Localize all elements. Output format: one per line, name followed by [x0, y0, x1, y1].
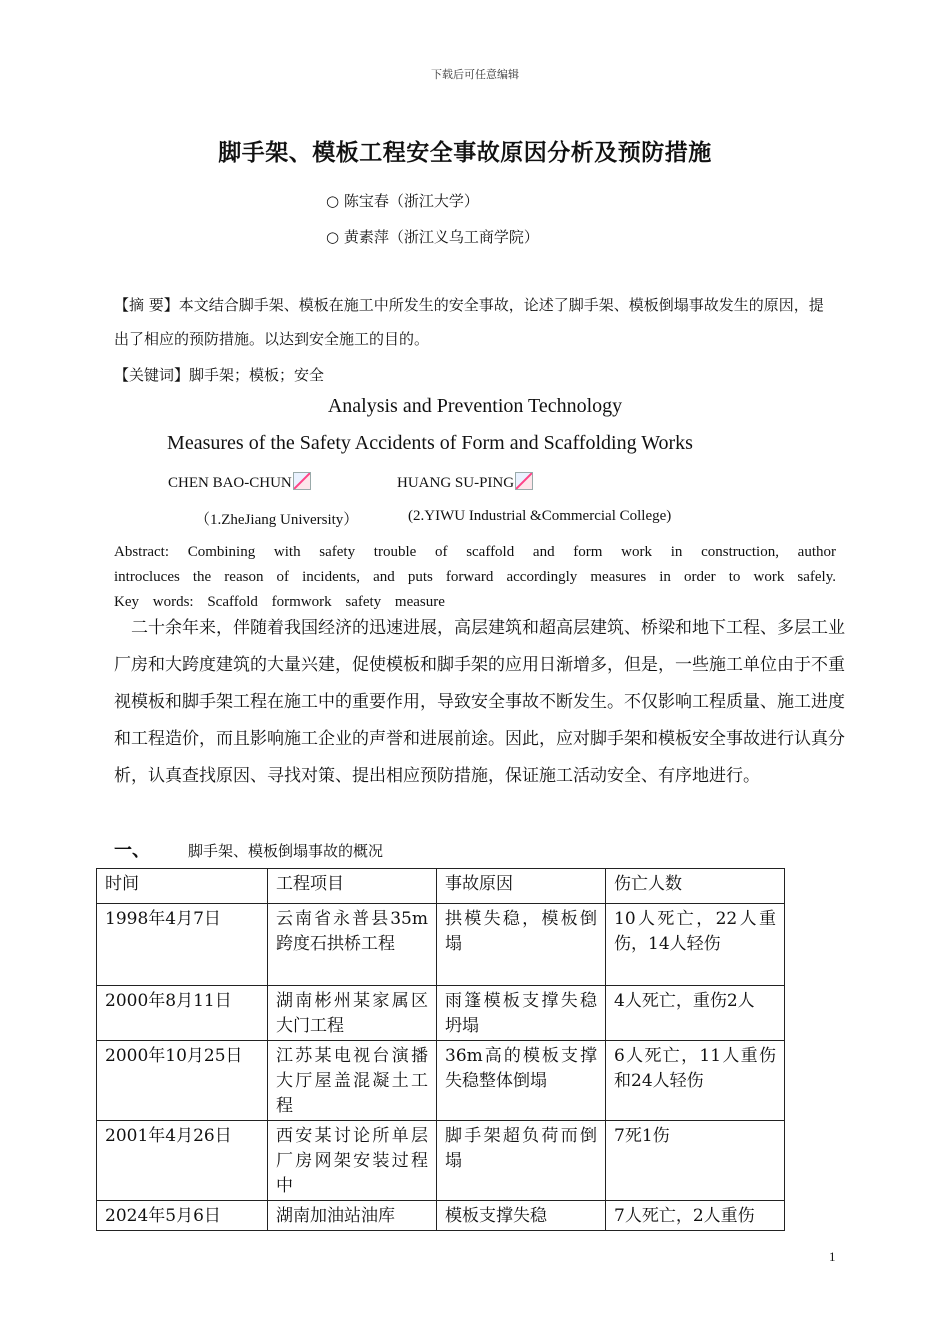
english-author-2 — [397, 472, 533, 492]
author-line-1: ○ 陈宝春（浙江大学） — [326, 192, 479, 210]
section-heading — [114, 836, 383, 862]
table-cell: 36m高的模板支撑失稳整体倒塌 — [437, 1041, 606, 1121]
intro-paragraph — [114, 610, 850, 795]
table-row — [97, 1121, 785, 1201]
table-cell: 湖南加油站油库 — [268, 1201, 437, 1231]
table-cell: 2001年4月26日 — [97, 1121, 268, 1201]
table-row — [97, 1041, 785, 1121]
table-cell: 云南省永普县35m跨度石拱桥工程 — [268, 904, 437, 986]
broken-image-icon — [293, 472, 311, 490]
section-title: 脚手架、模板倒塌事故的概况 — [188, 842, 384, 860]
table-cell: 江苏某电视台演播大厅屋盖混凝土工程 — [268, 1041, 437, 1121]
english-affiliation-2: (2.YIWU Industrial &Commercial College) — [408, 508, 672, 524]
keywords-zh: 【关键词】脚手架；模板；安全 — [114, 366, 325, 384]
table-cell: 6人死亡，11人重伤和24人轻伤 — [606, 1041, 785, 1121]
author-line-2: ○ 黄素萍（浙江义乌工商学院） — [326, 228, 539, 246]
english-abstract-line-2: introcluces the reason of incidents, and puts forward accordingly measures in order to work safely. — [114, 569, 836, 585]
table-cell: 1998年4月7日 — [97, 904, 268, 986]
english-author-2-name: HUANG SU-PING — [397, 475, 515, 491]
english-author-1 — [168, 472, 311, 492]
english-title-line-2: Measures of the Safety Accidents of Form and Scaffolding Works — [167, 432, 693, 454]
table-header-cell: 时间 — [97, 869, 268, 904]
table-header-cell: 事故原因 — [437, 869, 606, 904]
table-cell: 拱模失稳，模板倒塌 — [437, 904, 606, 986]
abstract-zh: 【摘 要】本文结合脚手架、模板在施工中所发生的安全事故，论述了脚手架、模板倒塌事故发生的原因，提出了相应的预防措施。以达到安全施工的目的。 — [114, 296, 824, 348]
page-number: 1 — [829, 1249, 836, 1264]
table-cell: 模板支撑失稳 — [437, 1201, 606, 1231]
table-cell: 雨篷模板支撑失稳坍塌 — [437, 986, 606, 1041]
table-cell: 西安某讨论所单层厂房网架安装过程中 — [268, 1121, 437, 1201]
table-cell: 10人死亡，22人重伤，14人轻伤 — [606, 904, 785, 986]
accident-table — [96, 868, 785, 1231]
english-affiliation-1: （1.ZheJiang University） — [195, 512, 359, 528]
table-row — [97, 1201, 785, 1231]
header-note: 下载后可任意编辑 — [431, 68, 519, 81]
table-cell: 7死1伤 — [606, 1121, 785, 1201]
table-cell: 2024年5月6日 — [97, 1201, 268, 1231]
broken-image-icon — [515, 472, 533, 490]
document-title: 脚手架、模板工程安全事故原因分析及预防措施 — [218, 140, 712, 166]
english-title-line-1: Analysis and Prevention Technology — [327, 395, 623, 417]
table-row — [97, 986, 785, 1041]
table-row — [97, 904, 785, 986]
english-author-1-name: CHEN BAO-CHUN — [168, 475, 292, 491]
table-cell: 脚手架超负荷而倒塌 — [437, 1121, 606, 1201]
table-cell: 2000年10月25日 — [97, 1041, 268, 1121]
table-header-cell: 伤亡人数 — [606, 869, 785, 904]
english-keywords: Key words: Scaffold formwork safety measure — [114, 594, 445, 610]
table-cell: 7人死亡，2人重伤 — [606, 1201, 785, 1231]
english-abstract-line-1: Abstract: Combining with safety trouble of scaffold and form work in construction, author — [114, 544, 836, 560]
table-header-row — [97, 869, 785, 904]
intro-text: 二十余年来，伴随着我国经济的迅速进展，高层建筑和超高层建筑、桥梁和地下工程、多层工业厂房和大跨度建筑的大量兴建，促使模板和脚手架的应用日渐增多，但是，一些施工单位由于不重视模板和脚手架工程在施工中的重要作用，导致安全事故不断发生。不仅影响工程质量、施工进度和工程造价，而且影响施工企业的声誉和进展前途。因此，应对脚手架和模板安全事故进行认真分析，认真查找原因、寻找对策、提出相应预防措施，保证施工活动安全、有序地进行。 — [114, 618, 845, 786]
table-cell: 4人死亡，重伤2人 — [606, 986, 785, 1041]
table-cell: 湖南彬州某家属区大门工程 — [268, 986, 437, 1041]
table-header-cell: 工程项目 — [268, 869, 437, 904]
table-cell: 2000年8月11日 — [97, 986, 268, 1041]
section-number: 一、 — [114, 840, 150, 861]
